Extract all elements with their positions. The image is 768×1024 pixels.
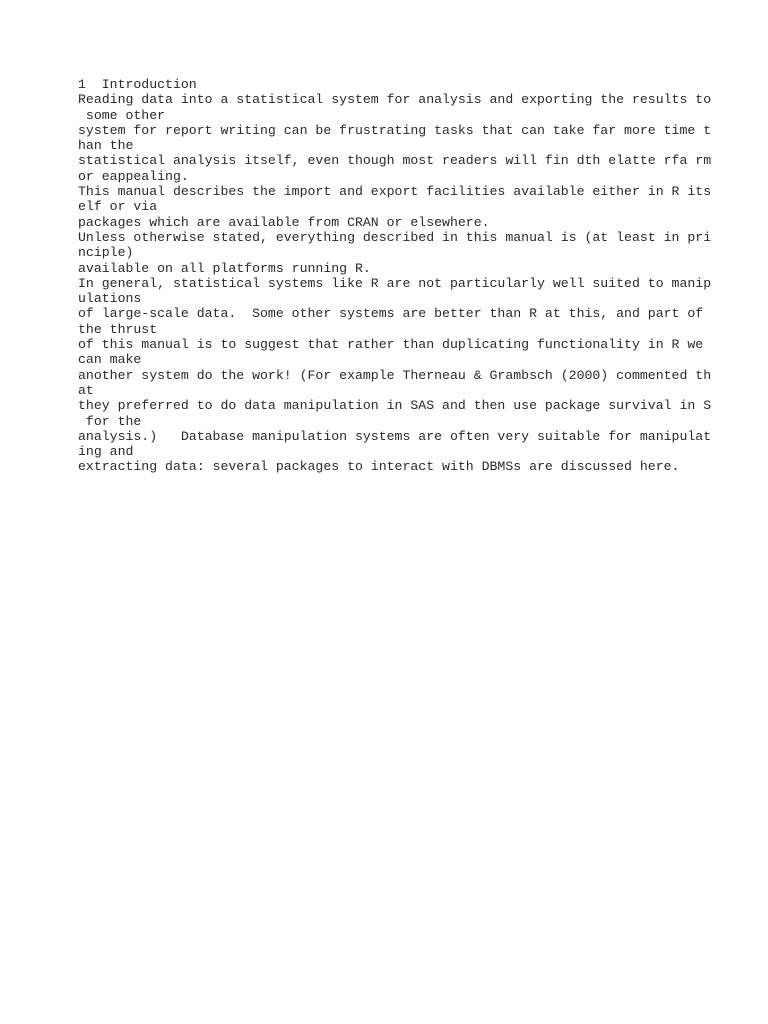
text-line: at bbox=[78, 382, 94, 398]
text-line: available on all platforms running R. bbox=[78, 260, 371, 276]
text-line: In general, statistical systems like R are not particularly well suited to manip bbox=[78, 275, 712, 291]
section-heading: 1 Introduction bbox=[78, 77, 197, 92]
text-line: extracting data: several packages to interact with DBMSs are discussed here. bbox=[78, 459, 680, 475]
text-line: another system do the work! (For example Therneau & Grambsch (2000) commented th bbox=[78, 367, 712, 383]
text-line: packages which are available from CRAN or elsewhere. bbox=[78, 214, 490, 230]
document-page bbox=[78, 77, 758, 475]
text-line: Unless otherwise stated, everything described in this manual is (at least in pri bbox=[78, 229, 712, 245]
text-line: the thrust bbox=[78, 321, 158, 337]
text-line: han the bbox=[78, 138, 134, 154]
text-line: some other bbox=[78, 107, 166, 123]
text-line: of large-scale data. Some other systems are better than R at this, and part of bbox=[78, 306, 704, 322]
text-line: of this manual is to suggest that rather than duplicating functionality in R we bbox=[78, 337, 704, 353]
text-line: they preferred to do data manipulation in SAS and then use package survival in S bbox=[78, 398, 712, 414]
text-line: analysis.) Database manipulation systems are often very suitable for manipulat bbox=[78, 428, 712, 444]
text-line: ulations bbox=[78, 291, 142, 307]
text-line: can make bbox=[78, 352, 142, 368]
text-line: for the bbox=[78, 413, 142, 429]
text-line: or eappealing. bbox=[78, 168, 189, 184]
text-line: This manual describes the import and export facilities available either in R its bbox=[78, 184, 712, 200]
text-line: ing and bbox=[78, 444, 134, 460]
text-line: nciple) bbox=[78, 245, 134, 261]
text-line: statistical analysis itself, even though most readers will fin dth elatte rfa rm bbox=[78, 153, 712, 169]
text-line: Reading data into a statistical system for analysis and exporting the results to bbox=[78, 92, 712, 108]
text-line: elf or via bbox=[78, 199, 158, 215]
text-line: system for report writing can be frustrating tasks that can take far more time t bbox=[78, 122, 712, 138]
